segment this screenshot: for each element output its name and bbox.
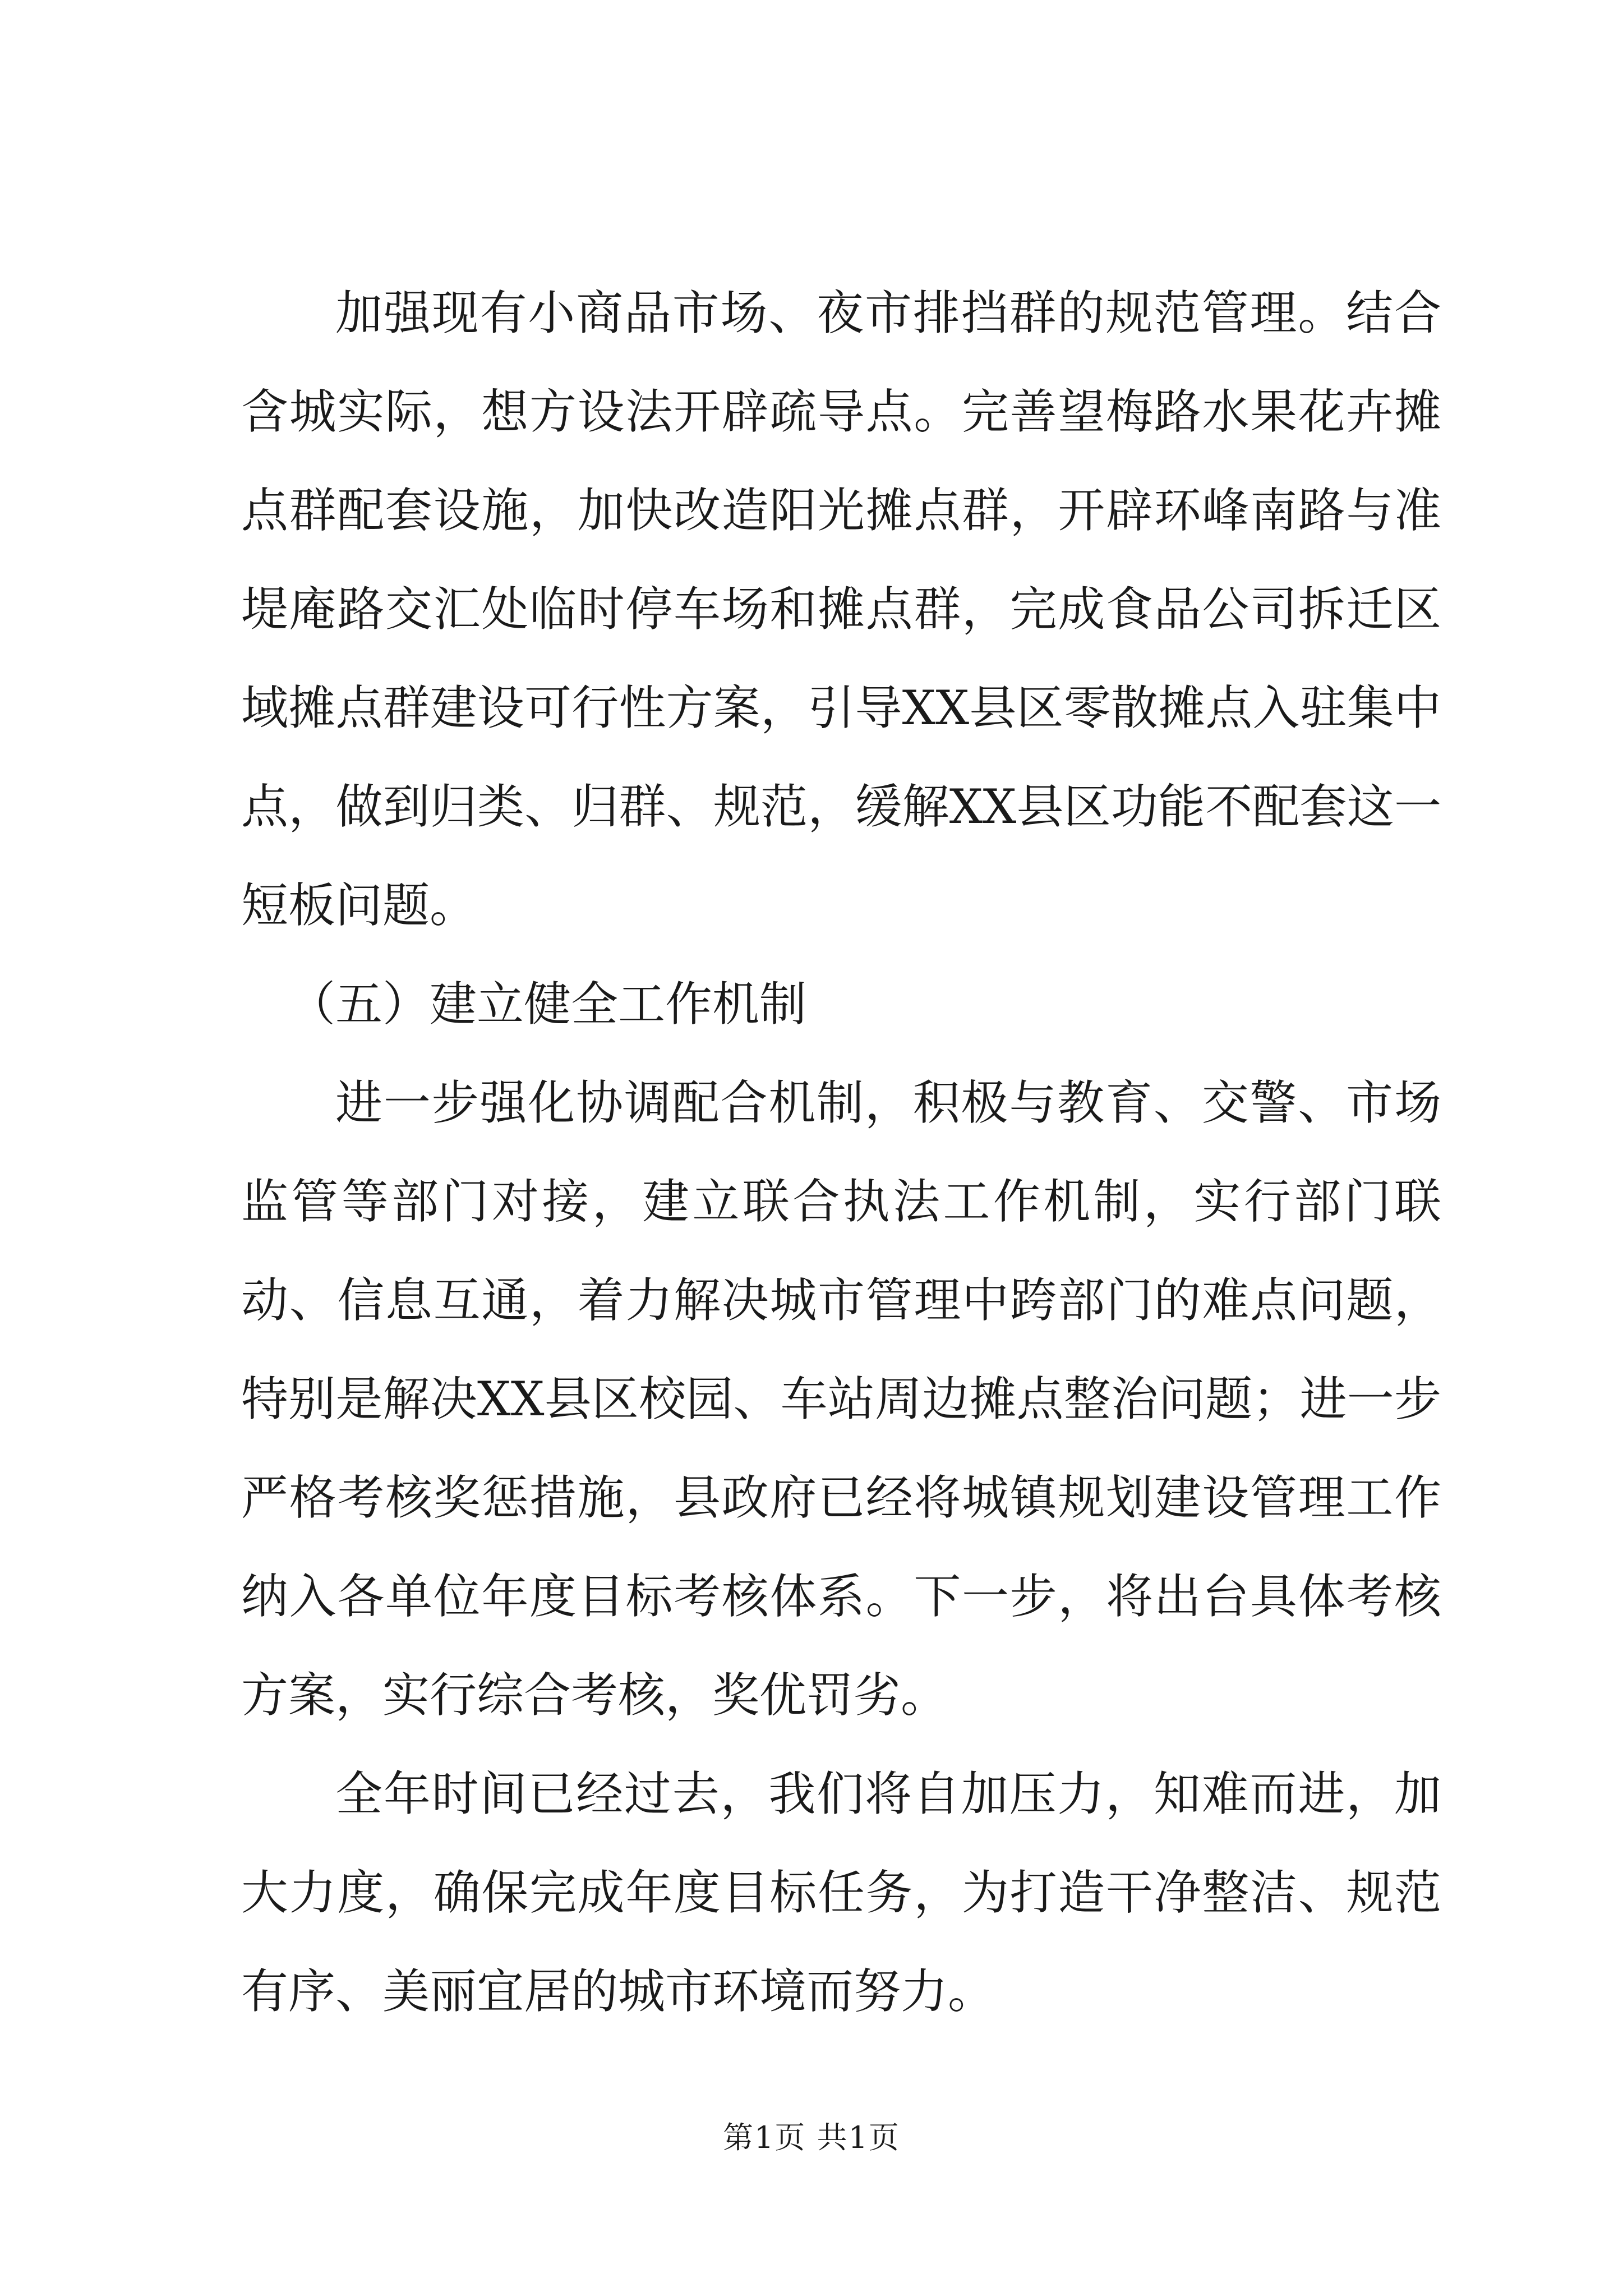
section-heading-work-mechanism: （五）建立健全工作机制 bbox=[288, 977, 807, 1032]
page-number-footer: 第1页 共1页 bbox=[723, 2120, 900, 2155]
document-body bbox=[241, 264, 1441, 2041]
paragraph-coordination-mechanism: 进一步强化协调配合机制，积极与教育、交警、市场监管等部门对接，建立联合执法工作机制，实行部门联动、信息互通，着力解决城市管理中跨部门的难点问题，特别是解决XX县区校园、车站周边摊点整治问题；进一步严格考核奖惩措施，县政府已经将城镇规划建设管理工作纳入各单位年度目标考核体系。下一步，将出台具体考核方案，实行综合考核，奖优罚劣。 bbox=[241, 1075, 1441, 1723]
paragraph-small-commodity-market: 加强现有小商品市场、夜市排挡群的规范管理。结合含城实际，想方设法开辟疏导点。完善望梅路水果花卉摊点群配套设施，加快改造阳光摊点群，开辟环峰南路与准堤庵路交汇处临时停车场和摊点群，完成食品公司拆迁区域摊点群建设可行性方案，引导XX县区零散摊点入驻集中点，做到归类、归群、规范，缓解XX县区功能不配套这一短板问题。 bbox=[241, 286, 1441, 933]
paragraph-conclusion: 全年时间已经过去，我们将自加压力，知难而进，加大力度，确保完成年度目标任务，为打造干净整洁、规范有序、美丽宜居的城市环境而努力。 bbox=[241, 1766, 1441, 2019]
